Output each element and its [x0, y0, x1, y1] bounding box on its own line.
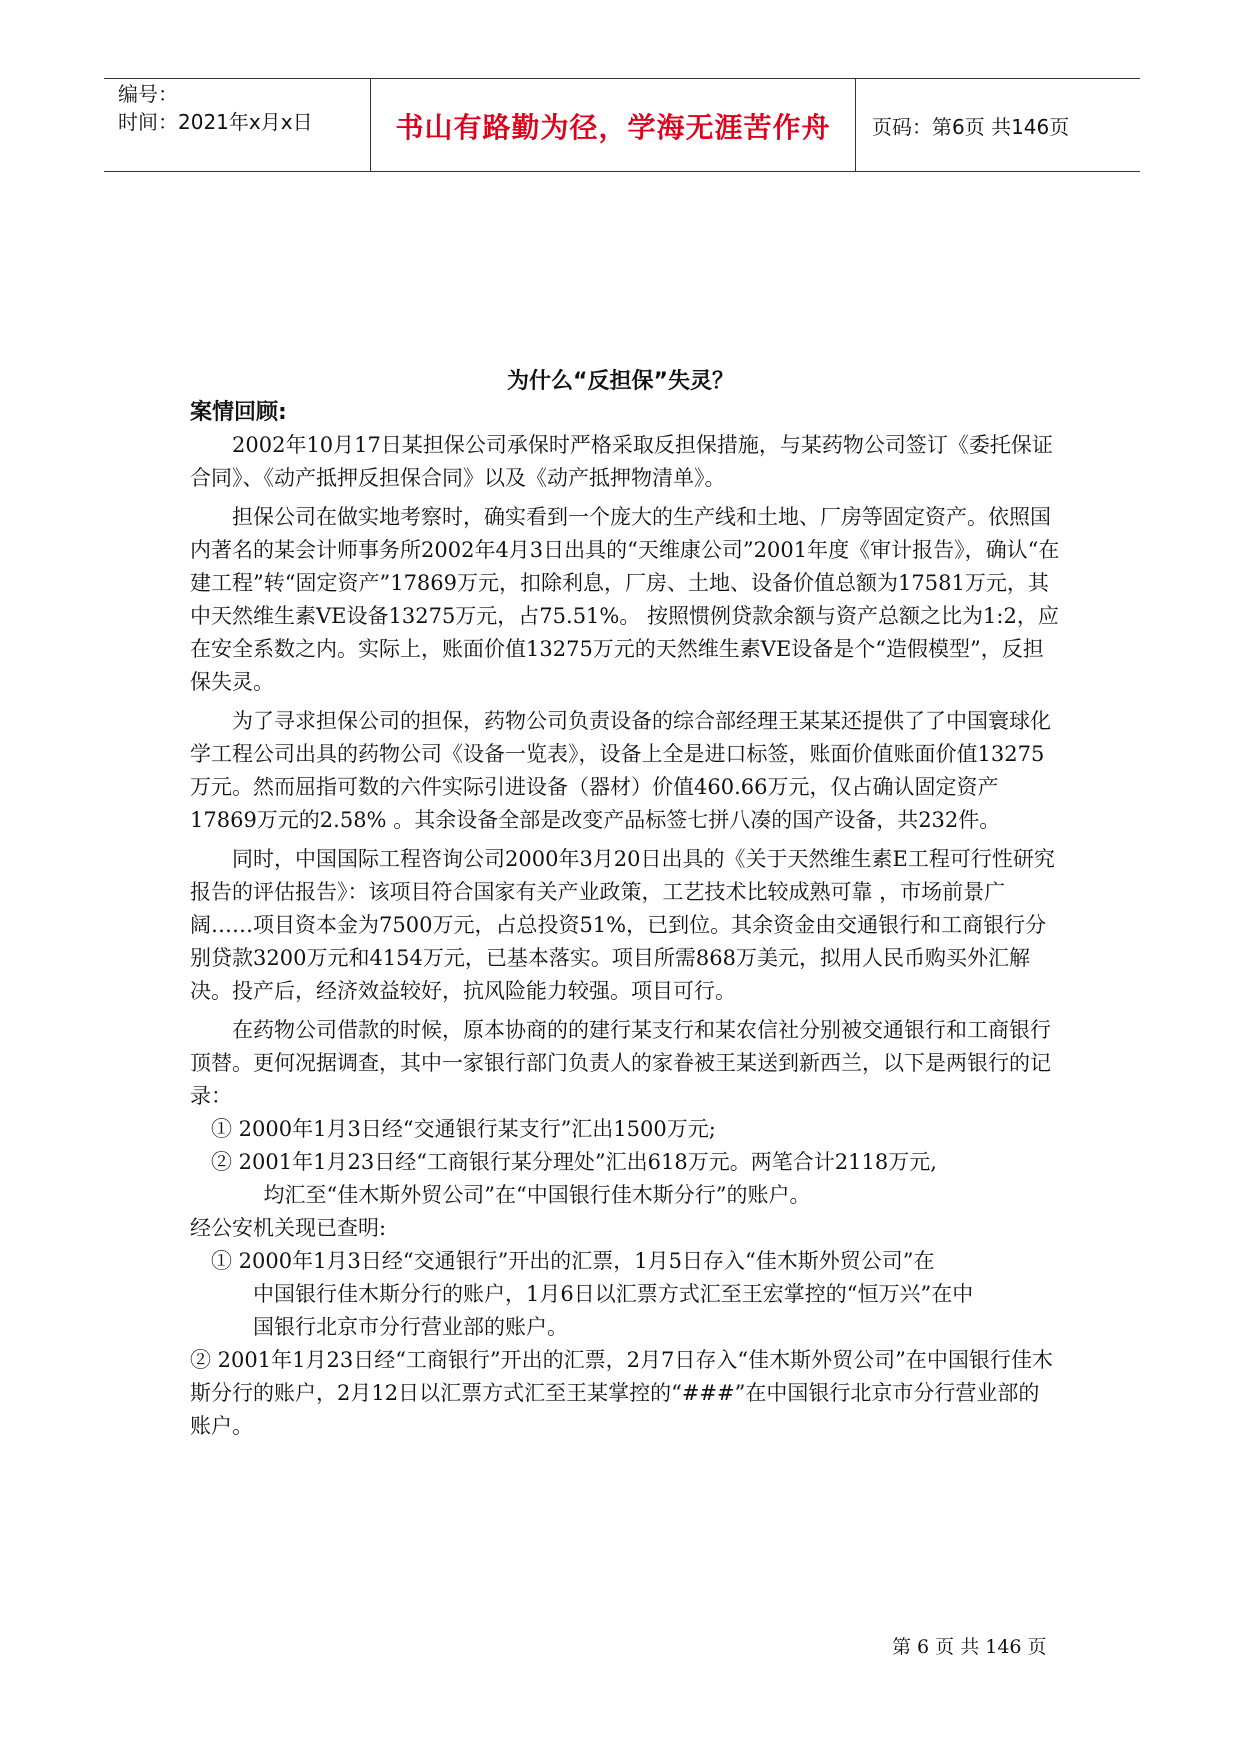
page-footer: 第 6 页 共 146 页: [892, 1636, 1047, 1658]
header-top-rule: [104, 78, 1140, 79]
header-page-label: 页码：第6页 共146页: [872, 115, 1070, 139]
header-bottom-rule: [104, 171, 1140, 172]
finding-item: ② 2001年1月23日经“工商银行”开出的汇票，2月7日存入“佳木斯外贸公司”在中国银行佳木斯分行的账户，2月12日以汇票方式汇至王某掌控的“###”在中国银行北京市分行营业部的账户。: [190, 1348, 1053, 1438]
paragraph: 在药物公司借款的时候，原本协商的的建行某支行和某农信社分别被交通银行和工商银行顶替。更何况据调查，其中一家银行部门负责人的家眷被王某送到新西兰，以下是两银行的记录：: [190, 1018, 1051, 1108]
header-motto: 书山有路勤为径，学海无涯苦作舟: [395, 110, 831, 144]
paragraph: 同时，中国国际工程咨询公司2000年3月20日出具的《关于天然维生素E工程可行性研究报告的评估报告》：该项目符合国家有关产业政策，工艺技术比较成熟可靠 ，市场前景广阔……项目资本金为7500万元，占总投资51%，已到位。其余资金由交通银行和工商银行分别贷款3200万元和4154万元，已基本落实。项目所需868万美元，拟用人民币购买外汇解决。投产后，经济效益较好，抗风险能力较强。项目可行。: [190, 847, 1055, 1003]
paragraph: 担保公司在做实地考察时，确实看到一个庞大的生产线和土地、厂房等固定资产。依照国内著名的某会计师事务所2002年4月3日出具的“天维康公司”2001年度《审计报告》，确认“在建工程”转“固定资产”17869万元，扣除利息，厂房、土地、设备价值总额为17581万元，其中天然维生素VE设备13275万元，占75.51%。 按照惯例贷款余额与资产总额之比为1:2，应在安全系数之内。实际上，账面价值13275万元的天然维生素VE设备是个“造假模型”，反担保失灵。: [190, 505, 1060, 694]
paragraph: 为了寻求担保公司的担保，药物公司负责设备的综合部经理王某某还提供了了中国寰球化学工程公司出具的药物公司《设备一览表》，设备上全是进口标签，账面价值账面价值13275万元。然而屈指可数的六件实际引进设备（器材）价值460.66万元，仅占确认固定资产17869万元的2.58% 。其余设备全部是改变产品标签七拼八凑的国产设备，共232件。: [190, 709, 1051, 832]
record-item: 均汇至“佳木斯外贸公司”在“中国银行佳木斯分行”的账户。: [263, 1183, 811, 1207]
finding-item: ① 2000年1月3日经“交通银行”开出的汇票，1月5日存入“佳木斯外贸公司”在: [211, 1249, 935, 1273]
paragraph: 2002年10月17日某担保公司承保时严格采取反担保措施，与某药物公司签订《委托保证合同》、《动产抵押反担保合同》以及《动产抵押物清单》。: [190, 433, 1053, 490]
finding-item: 中国银行佳木斯分行的账户，1月6日以汇票方式汇至王宏掌控的“恒万兴”在中: [253, 1282, 974, 1306]
police-heading: 经公安机关现已查明:: [190, 1216, 387, 1240]
finding-item: 国银行北京市分行营业部的账户。: [253, 1315, 568, 1339]
record-item: ② 2001年1月23日经“工商银行某分理处”汇出618万元。两笔合计2118万元,: [211, 1150, 937, 1174]
time-label: 时间：2021年x月x日: [118, 110, 313, 134]
document-body: [190, 396, 1060, 1443]
header-divider: [855, 78, 856, 171]
header-meta: [118, 80, 313, 136]
header-divider: [370, 78, 371, 171]
section-heading: 案情回顾:: [190, 400, 287, 425]
number-label: 编号：: [118, 82, 178, 106]
record-item: ① 2000年1月3日经“交通银行某支行”汇出1500万元;: [211, 1117, 716, 1141]
document-title: 为什么“反担保”失灵？: [507, 369, 734, 394]
